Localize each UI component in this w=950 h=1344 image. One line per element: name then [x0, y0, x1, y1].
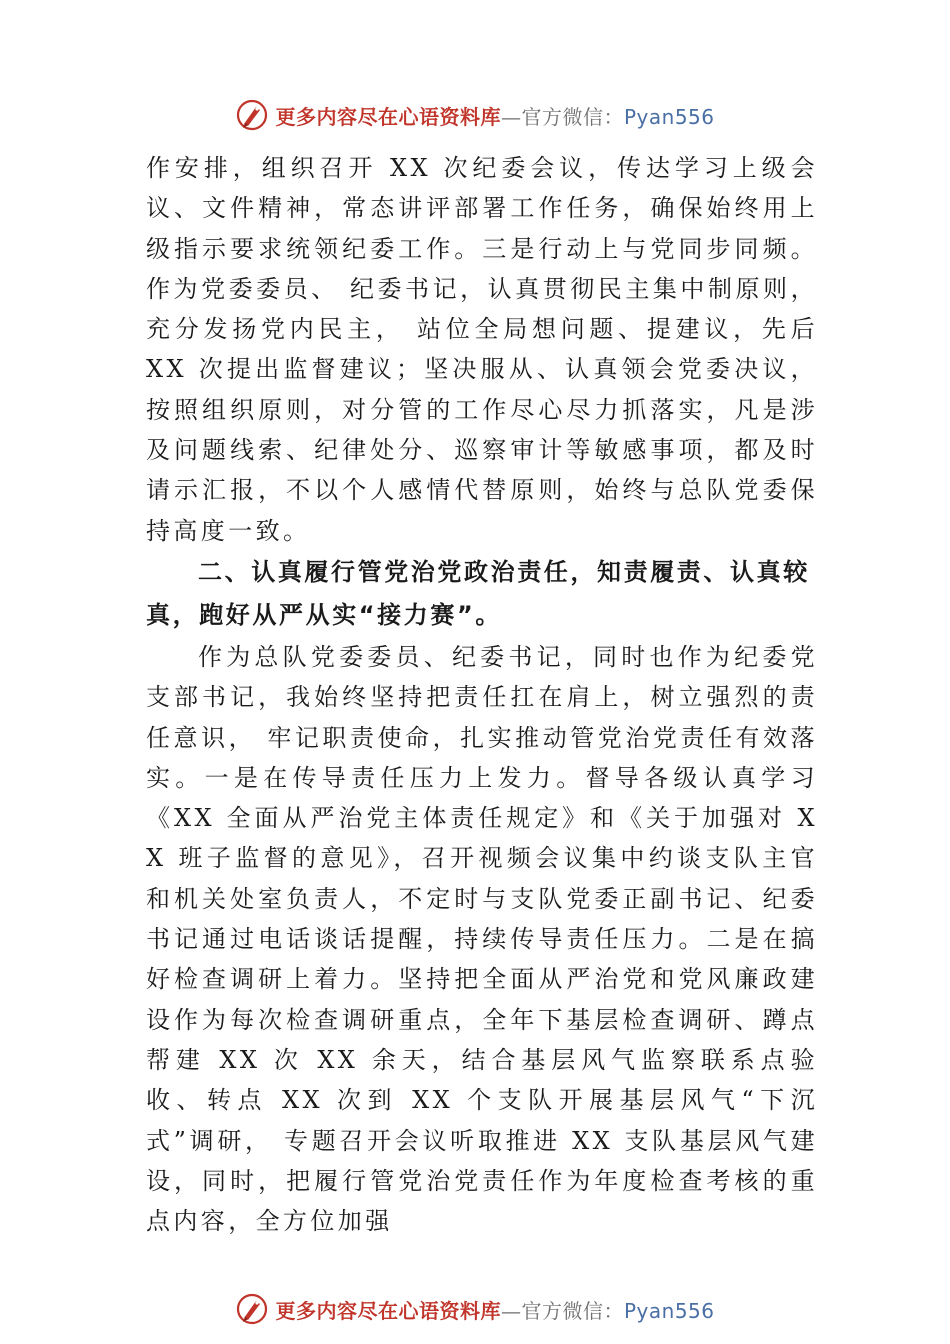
section-heading: 二、认真履行管党治党政治责任，知责履责、认真较真，跑好从严从实“接力赛”。: [146, 557, 810, 629]
body-paragraph-2: 作为总队党委委员、纪委书记，同时也作为纪委党支部书记，我始终坚持把责任扛在肩上，树立强烈的责任意识， 牢记职责使命，扎实推动管党治党责任有效落实。一是在传导责任压力上发力。督导各级认真学习《XX 全面从严治党主体责任规定》和《关于加强对 XX 班子监督的意见》，召开视频会议集中约谈支队主官和机关处室负责人，不定时与支队党委正副书记、纪委书记通过电话谈话提醒，持续传导责任压力。二是在搞好检查调研上着力。坚持把全面从严治党和党风廉政建设作为每次检查调研重点，全年下基层检查调研、蹲点帮建 XX 次 XX 余天，结合基层风气监察联系点验收、转点 XX 次到 XX 个支队开展基层风气“下沉式”调研， 专题召开会议听取推进 XX 支队基层风气建设，同时，把履行管党治党责任作为年度检查考核的重点内容，全方位加强: [146, 642, 818, 1236]
wechat-id: Pyan556: [623, 1298, 715, 1323]
wechat-id: Pyan556: [623, 104, 715, 129]
wechat-label: 官方微信：: [521, 104, 624, 129]
separator: —: [500, 1298, 522, 1323]
document-body: [146, 148, 818, 1241]
brand-text: 更多内容尽在心语资料库: [275, 1298, 501, 1323]
footer-watermark: [0, 1289, 950, 1329]
wechat-label: 官方微信：: [521, 1298, 624, 1323]
pen-nib-seal-icon: [235, 98, 269, 132]
pen-nib-seal-icon: [235, 1292, 269, 1326]
brand-text: 更多内容尽在心语资料库: [275, 104, 501, 129]
separator: —: [500, 104, 522, 129]
body-paragraph-1: 作安排，组织召开 XX 次纪委会议，传达学习上级会议、文件精神，常态讲评部署工作任务，确保始终用上级指示要求统领纪委工作。三是行动上与党同步同频。作为党委委员、 纪委书记，认真贯彻民主集中制原则，充分发扬党内民主， 站位全局想问题、提建议，先后 XX 次提出监督建议；坚决服从、认真领会党委决议，按照组织原则，对分管的工作尽心尽力抓落实，凡是涉及问题线索、纪律处分、巡察审计等敏感事项，都及时请示汇报，不以个人感情代替原则，始终与总队党委保持高度一致。: [146, 154, 818, 545]
header-watermark: [0, 95, 950, 135]
watermark-text: [275, 1295, 714, 1324]
watermark-text: [275, 101, 714, 130]
